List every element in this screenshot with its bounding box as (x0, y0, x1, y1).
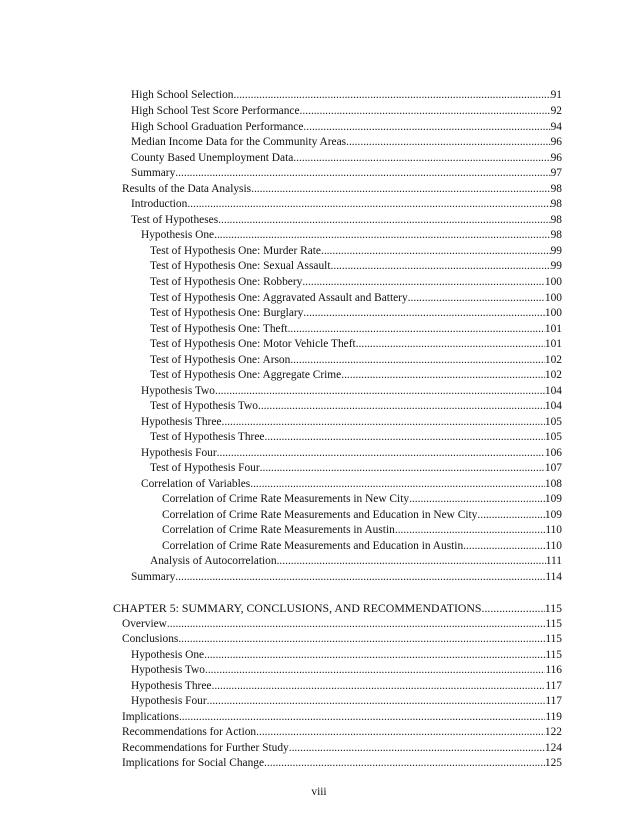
dot-leader (264, 430, 544, 445)
toc-entry-page: 104 (544, 385, 562, 397)
dot-leader (204, 648, 545, 663)
toc-entry-page: 101 (544, 338, 562, 350)
toc-entry-page: 98 (550, 198, 562, 210)
toc-entry-title: Test of Hypothesis One: Motor Vehicle Theft (150, 338, 356, 350)
toc-entry-page: 109 (544, 493, 562, 505)
toc-entry-page: 98 (550, 229, 562, 241)
dot-leader (205, 663, 545, 678)
toc-entry-title: Hypothesis One (131, 649, 205, 661)
toc-entry-title: Hypothesis Three (141, 416, 222, 428)
toc-entry (131, 197, 562, 212)
toc-entry-page: 105 (544, 431, 562, 443)
toc-entry (150, 306, 562, 321)
toc-entry-title: Correlation of Crime Rate Measurements and Education in New City (162, 509, 478, 521)
dot-leader (395, 523, 545, 538)
dot-leader (167, 617, 545, 632)
toc-entry (141, 477, 562, 492)
toc-entry-title: Recommendations for Action (122, 726, 257, 738)
dot-leader (288, 322, 545, 337)
toc-entry-title: Summary (131, 571, 176, 583)
toc-entry-title: Median Income Data for the Community Areas (131, 136, 347, 148)
toc-entry-page: 99 (550, 260, 562, 272)
dot-leader (218, 213, 550, 228)
toc-entry (131, 679, 562, 694)
dot-leader (214, 228, 551, 243)
toc-entry-page: 91 (550, 89, 562, 101)
dot-leader (331, 259, 551, 274)
toc-entry (150, 275, 562, 290)
dot-leader (300, 104, 551, 119)
toc-entry-page: 100 (544, 307, 562, 319)
toc-entry-title: Test of Hypothesis One: Theft (150, 323, 288, 335)
dot-leader (277, 554, 546, 569)
toc-entry (141, 384, 562, 399)
dot-leader (302, 275, 545, 290)
toc-entry-title: Test of Hypothesis One: Arson (150, 354, 291, 366)
toc-entry (162, 508, 562, 523)
toc-entry-page: 115 (545, 649, 562, 661)
toc-entry-title: Hypothesis Four (141, 447, 217, 459)
toc-entry (131, 88, 562, 103)
dot-leader (346, 135, 551, 150)
dot-leader (187, 197, 550, 212)
toc-entry-title: Correlation of Crime Rate Measurements and Education in Austin (162, 540, 464, 552)
dot-leader (217, 446, 545, 461)
toc-entry (150, 291, 562, 306)
toc-entry-page: 106 (544, 447, 562, 459)
toc-entry-title: Hypothesis Four (131, 695, 207, 707)
toc-entry (150, 554, 562, 569)
toc-entry (150, 337, 562, 352)
toc-entry-page: 110 (545, 540, 562, 552)
toc-entry-page: 114 (545, 571, 562, 583)
toc-entry-title: Test of Hypothesis Two (150, 400, 258, 412)
toc-entry-page: 109 (544, 509, 562, 521)
toc-entry (141, 228, 562, 243)
dot-leader (303, 120, 550, 135)
toc-entry (122, 710, 562, 725)
toc-entry (131, 648, 562, 663)
toc-entry (150, 461, 562, 476)
toc-entry-title: Test of Hypotheses (131, 214, 219, 226)
toc-entry-page: 115 (545, 618, 562, 630)
dot-leader (477, 508, 545, 523)
toc-entry-page: 96 (550, 152, 562, 164)
toc-entry-page: 99 (550, 245, 562, 257)
toc-entry-title: Test of Hypothesis Four (150, 462, 260, 474)
toc-entry-title: County Based Unemployment Data (131, 152, 294, 164)
toc-entry (150, 353, 562, 368)
toc-entry-page: 115 (545, 633, 562, 645)
dot-leader (341, 368, 545, 383)
toc-entry-title: Summary (131, 167, 176, 179)
dot-leader (250, 477, 545, 492)
page-number: viii (311, 786, 327, 798)
dot-leader (256, 725, 545, 740)
toc-entry-title: Correlation of Crime Rate Measurements in New City (162, 493, 410, 505)
toc-entry-title: Hypothesis Two (131, 664, 205, 676)
toc-entry-title: Hypothesis Three (131, 680, 212, 692)
toc-entry-page: 119 (545, 711, 562, 723)
toc-entry (122, 725, 562, 740)
toc-entry (150, 259, 562, 274)
dot-leader (408, 291, 545, 306)
toc-entry (150, 244, 562, 259)
toc-entry (141, 415, 562, 430)
dot-leader (289, 741, 545, 756)
toc-entry-title: Implications (122, 711, 179, 723)
toc-entry-title: Overview (122, 618, 167, 630)
toc-entry-title: Conclusions (122, 633, 179, 645)
toc-entry (131, 213, 562, 228)
toc-entry-title: Test of Hypothesis Three (150, 431, 265, 443)
toc-entry-title: Test of Hypothesis One: Murder Rate (150, 245, 321, 257)
toc-entry-title: Test of Hypothesis One: Sexual Assault (150, 260, 331, 272)
dot-leader (409, 492, 545, 507)
toc-entry (131, 694, 562, 709)
toc-entry-title: Hypothesis Two (141, 385, 215, 397)
toc-entry-title: Introduction (131, 198, 188, 210)
dot-leader (234, 88, 551, 103)
dot-leader (293, 151, 550, 166)
dot-leader (303, 306, 545, 321)
toc-entry (131, 166, 562, 181)
toc-entry-title: High School Test Score Performance (131, 105, 300, 117)
toc-entry-page: 117 (545, 680, 562, 692)
toc-entry (122, 756, 562, 771)
toc-entry-title: Recommendations for Further Study (122, 742, 289, 754)
toc-entry (162, 539, 562, 554)
toc-entry-page: 125 (544, 757, 562, 769)
toc-entry (131, 104, 562, 119)
dot-leader (207, 694, 546, 709)
toc-entry-page: 92 (550, 105, 562, 117)
toc-entry-page: 110 (545, 524, 562, 536)
dot-leader (211, 679, 545, 694)
toc-entry-title: High School Selection (131, 89, 234, 101)
toc-entry-title: Test of Hypothesis One: Robbery (150, 276, 303, 288)
toc-entry-title: CHAPTER 5: SUMMARY, CONCLUSIONS, AND RECOMMENDATIONS (113, 601, 482, 615)
toc-entry-title: Test of Hypothesis One: Aggregate Crime (150, 369, 342, 381)
toc-entry (122, 617, 562, 632)
dot-leader (264, 756, 545, 771)
dot-leader (175, 166, 550, 181)
toc-entry-page: 122 (544, 726, 562, 738)
toc-entry-page: 104 (544, 400, 562, 412)
dot-leader (221, 415, 544, 430)
toc-entry-page: 111 (545, 555, 562, 567)
toc-entry (122, 741, 562, 756)
toc-entry-title: Analysis of Autocorrelation (150, 555, 277, 567)
toc-entry-title: Correlation of Crime Rate Measurements in Austin (162, 524, 395, 536)
dot-leader (251, 182, 551, 197)
toc-entry (131, 663, 562, 678)
toc-entry-page: 98 (550, 183, 562, 195)
dot-leader (258, 399, 545, 414)
toc-entry (141, 446, 562, 461)
dot-leader (463, 539, 545, 554)
toc-entry (162, 523, 562, 538)
toc-entry-title: Test of Hypothesis One: Burglary (150, 307, 304, 319)
toc-entry (122, 632, 562, 647)
dot-leader (175, 570, 545, 585)
toc-entry-page: 94 (550, 121, 562, 133)
dot-leader (179, 710, 545, 725)
toc-entry (162, 492, 562, 507)
toc-entry-title: Implications for Social Change (122, 757, 265, 769)
toc-entry-title: Correlation of Variables (141, 478, 251, 490)
toc-entry-title: Results of the Data Analysis (122, 183, 252, 195)
toc-entry-title: Test of Hypothesis One: Aggravated Assault and Battery (150, 292, 408, 304)
dot-leader (215, 384, 545, 399)
toc-entry (131, 120, 562, 135)
toc-entry-page: 124 (544, 742, 562, 754)
toc-entry-page: 107 (544, 462, 562, 474)
dot-leader (356, 337, 545, 352)
toc-entry-page: 96 (550, 136, 562, 148)
toc-entry-page: 115 (544, 601, 562, 615)
toc-entry (150, 322, 562, 337)
toc-entry (131, 135, 562, 150)
dot-leader (290, 353, 545, 368)
toc-entry-title: Hypothesis One (141, 229, 215, 241)
toc-entry (122, 182, 562, 197)
toc-entry-title: High School Graduation Performance (131, 121, 304, 133)
toc-entry-page: 102 (544, 354, 562, 366)
toc-entry-page: 116 (545, 664, 562, 676)
toc-entry-page: 117 (545, 695, 562, 707)
toc-entry-page: 100 (544, 292, 562, 304)
toc-entry-page: 97 (550, 167, 562, 179)
dot-leader (482, 601, 545, 616)
toc-entry-page: 102 (544, 369, 562, 381)
toc-entry (131, 570, 562, 585)
toc-chapter-entry (113, 601, 562, 616)
toc-entry-page: 100 (544, 276, 562, 288)
toc-entry-page: 108 (544, 478, 562, 490)
toc-entry (150, 430, 562, 445)
dot-leader (321, 244, 551, 259)
toc-entry-page: 98 (550, 214, 562, 226)
dot-leader (260, 461, 545, 476)
toc-entry (150, 368, 562, 383)
dot-leader (178, 632, 545, 647)
toc-entry (131, 151, 562, 166)
toc-entry-page: 105 (544, 416, 562, 428)
toc-entry-page: 101 (544, 323, 562, 335)
toc-entry (150, 399, 562, 414)
